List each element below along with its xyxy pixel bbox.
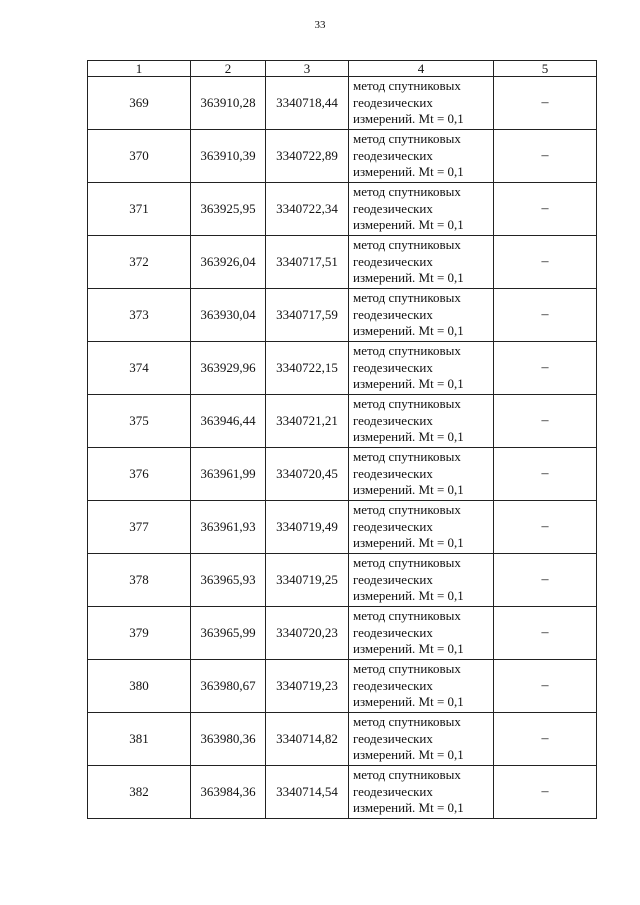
method-line: измерений. Mt = 0,1 [353, 535, 464, 551]
y-coordinate-cell: 3340720,45 [266, 448, 349, 501]
note-cell: – [494, 448, 597, 501]
method-line: метод спутниковых [353, 767, 461, 783]
x-coordinate-cell: 363961,93 [191, 501, 266, 554]
method-cell [349, 766, 494, 819]
method-cell [349, 713, 494, 766]
point-number-cell: 374 [88, 342, 191, 395]
table-row [88, 713, 597, 766]
method-cell [349, 183, 494, 236]
y-coordinate-cell: 3340722,15 [266, 342, 349, 395]
method-line: геодезических [353, 783, 433, 799]
method-cell [349, 130, 494, 183]
method-cell [349, 607, 494, 660]
method-line: метод спутниковых [353, 343, 461, 359]
note-cell: – [494, 289, 597, 342]
method-cell [349, 448, 494, 501]
y-coordinate-cell: 3340722,89 [266, 130, 349, 183]
page-number: 33 [314, 19, 326, 31]
method-line: геодезических [353, 200, 433, 216]
note-cell: – [494, 130, 597, 183]
y-coordinate-cell: 3340717,51 [266, 236, 349, 289]
header-row [88, 61, 597, 77]
y-coordinate-cell: 3340714,82 [266, 713, 349, 766]
note-cell: – [494, 501, 597, 554]
method-line: геодезических [353, 306, 433, 322]
method-line: измерений. Mt = 0,1 [353, 376, 464, 392]
x-coordinate-cell: 363929,96 [191, 342, 266, 395]
x-coordinate-cell: 363926,04 [191, 236, 266, 289]
method-cell [349, 660, 494, 713]
x-coordinate-cell: 363980,36 [191, 713, 266, 766]
note-cell: – [494, 766, 597, 819]
point-number-cell: 381 [88, 713, 191, 766]
point-number-cell: 370 [88, 130, 191, 183]
method-line: геодезических [353, 412, 433, 428]
table-row [88, 236, 597, 289]
point-number-cell: 380 [88, 660, 191, 713]
table-row [88, 766, 597, 819]
x-coordinate-cell: 363930,04 [191, 289, 266, 342]
header-col-4: 4 [349, 61, 494, 77]
point-number-cell: 378 [88, 554, 191, 607]
method-line: метод спутниковых [353, 449, 461, 465]
method-line: метод спутниковых [353, 502, 461, 518]
table-header [88, 61, 597, 77]
x-coordinate-cell: 363910,39 [191, 130, 266, 183]
method-cell [349, 395, 494, 448]
point-number-cell: 382 [88, 766, 191, 819]
method-line: метод спутниковых [353, 131, 461, 147]
method-line: метод спутниковых [353, 714, 461, 730]
table-row [88, 183, 597, 236]
method-cell [349, 289, 494, 342]
method-line: измерений. Mt = 0,1 [353, 164, 464, 180]
y-coordinate-cell: 3340714,54 [266, 766, 349, 819]
table-row [88, 607, 597, 660]
note-cell: – [494, 607, 597, 660]
point-number-cell: 375 [88, 395, 191, 448]
method-line: метод спутниковых [353, 396, 461, 412]
table-row [88, 77, 597, 130]
x-coordinate-cell: 363984,36 [191, 766, 266, 819]
method-cell [349, 77, 494, 130]
method-line: измерений. Mt = 0,1 [353, 429, 464, 445]
method-line: геодезических [353, 94, 433, 110]
note-cell: – [494, 183, 597, 236]
point-number-cell: 379 [88, 607, 191, 660]
y-coordinate-cell: 3340719,25 [266, 554, 349, 607]
method-line: геодезических [353, 624, 433, 640]
method-line: метод спутниковых [353, 661, 461, 677]
method-cell [349, 501, 494, 554]
header-col-1: 1 [88, 61, 191, 77]
x-coordinate-cell: 363980,67 [191, 660, 266, 713]
method-line: измерений. Mt = 0,1 [353, 800, 464, 816]
method-line: геодезических [353, 465, 433, 481]
x-coordinate-cell: 363925,95 [191, 183, 266, 236]
method-line: измерений. Mt = 0,1 [353, 217, 464, 233]
method-line: измерений. Mt = 0,1 [353, 323, 464, 339]
x-coordinate-cell: 363910,28 [191, 77, 266, 130]
header-col-5: 5 [494, 61, 597, 77]
table-body [88, 77, 597, 819]
method-cell [349, 236, 494, 289]
header-col-3: 3 [266, 61, 349, 77]
method-line: метод спутниковых [353, 78, 461, 94]
x-coordinate-cell: 363965,99 [191, 607, 266, 660]
note-cell: – [494, 395, 597, 448]
y-coordinate-cell: 3340719,49 [266, 501, 349, 554]
method-line: геодезических [353, 730, 433, 746]
method-line: геодезических [353, 677, 433, 693]
method-line: измерений. Mt = 0,1 [353, 111, 464, 127]
note-cell: – [494, 554, 597, 607]
point-number-cell: 371 [88, 183, 191, 236]
method-line: геодезических [353, 253, 433, 269]
method-line: измерений. Mt = 0,1 [353, 641, 464, 657]
x-coordinate-cell: 363946,44 [191, 395, 266, 448]
y-coordinate-cell: 3340721,21 [266, 395, 349, 448]
method-cell [349, 342, 494, 395]
method-line: геодезических [353, 359, 433, 375]
method-line: геодезических [353, 147, 433, 163]
method-cell [349, 554, 494, 607]
point-number-cell: 377 [88, 501, 191, 554]
method-line: измерений. Mt = 0,1 [353, 694, 464, 710]
method-line: метод спутниковых [353, 184, 461, 200]
note-cell: – [494, 660, 597, 713]
table-row [88, 342, 597, 395]
method-line: измерений. Mt = 0,1 [353, 747, 464, 763]
table-row [88, 501, 597, 554]
x-coordinate-cell: 363965,93 [191, 554, 266, 607]
method-line: метод спутниковых [353, 237, 461, 253]
point-number-cell: 372 [88, 236, 191, 289]
x-coordinate-cell: 363961,99 [191, 448, 266, 501]
table-row [88, 395, 597, 448]
note-cell: – [494, 342, 597, 395]
method-line: измерений. Mt = 0,1 [353, 482, 464, 498]
method-line: измерений. Mt = 0,1 [353, 270, 464, 286]
y-coordinate-cell: 3340718,44 [266, 77, 349, 130]
coordinates-table [87, 60, 597, 819]
y-coordinate-cell: 3340722,34 [266, 183, 349, 236]
y-coordinate-cell: 3340717,59 [266, 289, 349, 342]
table-row [88, 130, 597, 183]
method-line: геодезических [353, 518, 433, 534]
table-row [88, 660, 597, 713]
table-row [88, 289, 597, 342]
point-number-cell: 376 [88, 448, 191, 501]
method-line: метод спутниковых [353, 608, 461, 624]
note-cell: – [494, 713, 597, 766]
header-col-2: 2 [191, 61, 266, 77]
point-number-cell: 369 [88, 77, 191, 130]
method-line: геодезических [353, 571, 433, 587]
table-row [88, 448, 597, 501]
note-cell: – [494, 236, 597, 289]
y-coordinate-cell: 3340719,23 [266, 660, 349, 713]
method-line: измерений. Mt = 0,1 [353, 588, 464, 604]
y-coordinate-cell: 3340720,23 [266, 607, 349, 660]
table-row [88, 554, 597, 607]
note-cell: – [494, 77, 597, 130]
method-line: метод спутниковых [353, 555, 461, 571]
method-line: метод спутниковых [353, 290, 461, 306]
point-number-cell: 373 [88, 289, 191, 342]
